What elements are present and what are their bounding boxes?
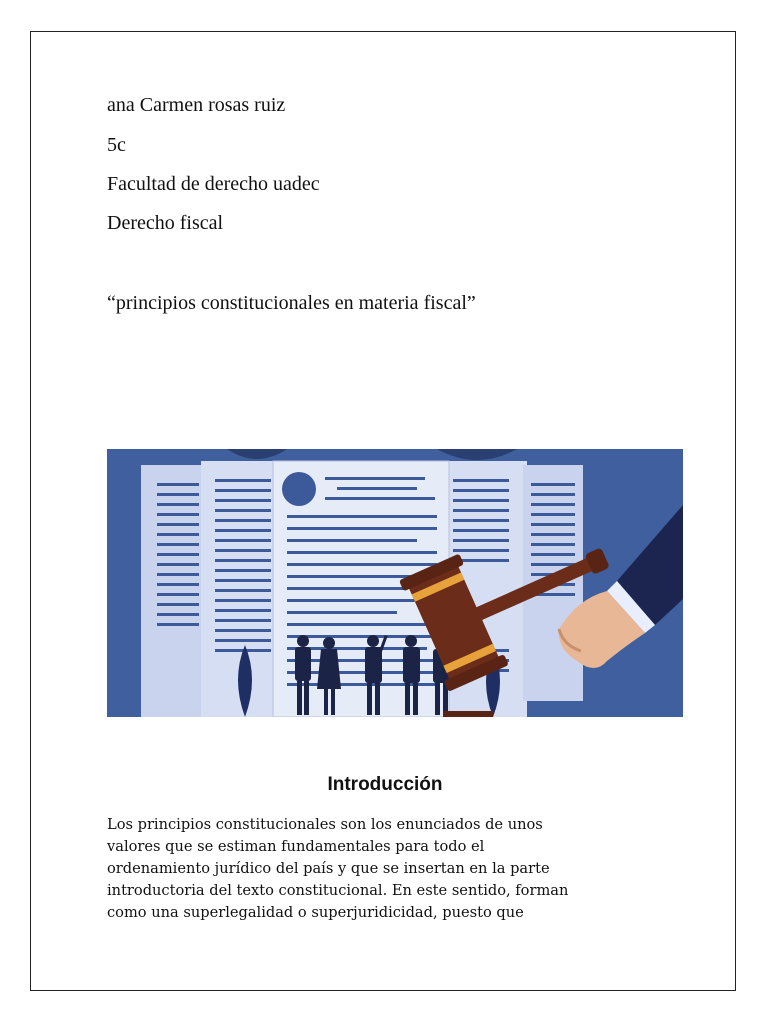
paragraph-line: Los principios constitucionales son los enunciados de unos — [107, 816, 543, 833]
document-panel-far-left — [141, 465, 205, 717]
document-title: “principios constitucionales en materia fiscal” — [107, 292, 476, 314]
paragraph-line: introductoria del texto constitucional. En este sentido, forman — [107, 882, 569, 899]
faculty-name: Facultad de derecho uadec — [107, 173, 320, 195]
document-seal — [282, 472, 316, 506]
intro-paragraph — [107, 814, 667, 924]
gavel-documents-illustration — [107, 449, 683, 717]
course-name: Derecho fiscal — [107, 212, 224, 234]
paragraph-line: valores que se estiman fundamentales para todo el — [107, 838, 485, 855]
section-heading: Introducción — [327, 774, 443, 795]
paragraph-line: como una superlegalidad o superjuridicidad, puesto que — [107, 904, 524, 921]
paragraph-line: ordenamiento jurídico del país y que se insertan en la parte — [107, 860, 550, 877]
document-page — [30, 31, 736, 991]
group-label: 5c — [107, 134, 126, 156]
author-name: ana Carmen rosas ruiz — [107, 94, 286, 116]
